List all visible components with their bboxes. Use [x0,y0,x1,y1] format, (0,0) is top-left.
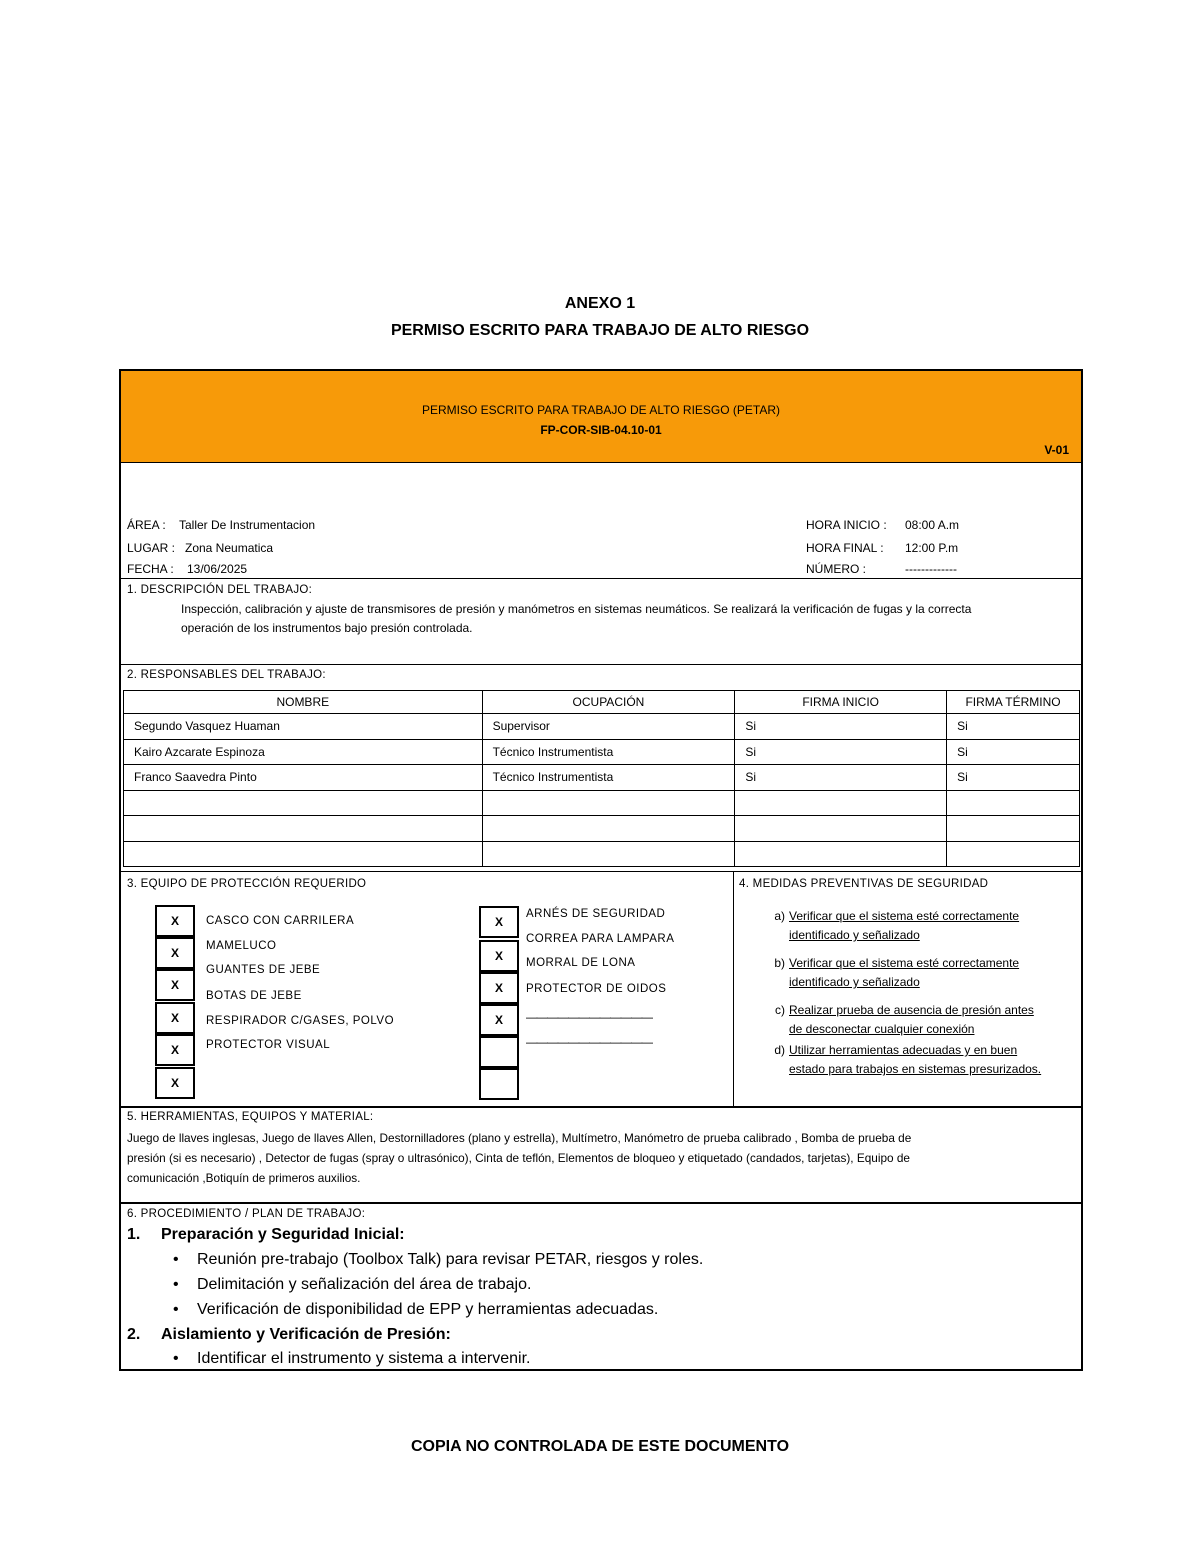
divider [121,1106,1081,1108]
medida-text: estado para trabajos en sistemas presurizados. [789,1062,1042,1076]
medida-item [765,1041,1041,1079]
cell-ocupacion: Supervisor [482,714,735,740]
step-number: 2. [127,1326,141,1343]
epp-item: MORRAL DE LONA [526,957,636,969]
table-row [124,841,1080,867]
cell-nombre [124,790,483,816]
epp-correa-checkbox[interactable]: X [479,940,519,972]
epp-item: BOTAS DE JEBE [206,990,302,1002]
epp-casco-checkbox[interactable]: X [155,905,195,937]
cell-nombre: Kairo Azcarate Espinoza [124,739,483,765]
medida-text: Realizar prueba de ausencia de presión antes [789,1003,1034,1017]
epp-extra-checkbox[interactable] [479,1068,519,1100]
medida-text: identificado y señalizado [789,928,920,942]
numero-value: ------------- [905,562,957,576]
herramientas-line3: comunicación ,Botiquín de primeros auxilios. [127,1171,361,1185]
herramientas-line1: Juego de llaves inglesas, Juego de llaves Allen, Destornilladores (plano y estrella), Multímetro, Manómetro de prueba calibrado , Bomba de prueba de [127,1131,912,1145]
divider [121,664,1081,665]
medida-label: a) [774,909,785,923]
epp-item: GUANTES DE JEBE [206,964,321,976]
divider [121,578,1081,579]
form-banner [121,371,1081,463]
col-ocupacion: OCUPACIÓN [482,691,735,714]
col-firma-inicio: FIRMA INICIO [735,691,947,714]
lugar-label: LUGAR : [127,541,176,555]
col-nombre: NOMBRE [124,691,483,714]
fecha-label: FECHA : [127,562,174,576]
medida-text: Utilizar herramientas adecuadas y en buen [789,1043,1018,1057]
cell-firma-termino [947,816,1080,842]
medida-label: c) [775,1003,785,1017]
responsables-table [123,690,1080,867]
numero-label: NÚMERO : [806,562,866,576]
epp-mameluco-checkbox[interactable]: X [155,937,195,969]
table-row [124,816,1080,842]
cell-ocupacion [482,790,735,816]
epp-item: PROTECTOR DE OIDOS [526,983,667,995]
cell-ocupacion: Técnico Instrumentista [482,765,735,791]
medida-text: Verificar que el sistema esté correctamente [789,909,1020,923]
cell-firma-termino: Si [947,765,1080,791]
hora-final-value: 12:00 P.m [905,541,959,555]
cell-firma-termino: Si [947,739,1080,765]
cell-nombre [124,841,483,867]
epp-extra-checkbox[interactable] [479,1036,519,1068]
epp-item: PROTECTOR VISUAL [206,1039,331,1051]
epp-respirador-checkbox[interactable]: X [155,1034,195,1066]
medida-text: Verificar que el sistema esté correctamente [789,956,1020,970]
divider [121,871,1081,872]
hora-inicio-value: 08:00 A.m [905,518,960,532]
petar-form [119,369,1083,1371]
cell-ocupacion [482,841,735,867]
area-label: ÁREA : [127,518,166,532]
epp-botas-checkbox[interactable]: X [155,1002,195,1034]
epp-blank-line: ———————————— [526,1037,652,1049]
epp-item: CORREA PARA LAMPARA [526,933,675,945]
descripcion-line1: Inspección, calibración y ajuste de transmisores de presión y manómetros en sistemas neumáticos. Se realizará la verificación de fugas y la correcta [181,602,972,616]
cell-nombre [124,816,483,842]
cell-firma-termino: Si [947,714,1080,740]
cell-ocupacion [482,816,735,842]
step-number: 1. [127,1226,141,1243]
epp-item: MAMELUCO [206,940,277,952]
procedimiento-title: 6. PROCEDIMIENTO / PLAN DE TRABAJO: [127,1208,366,1220]
cell-nombre: Segundo Vasquez Huaman [124,714,483,740]
hora-final-label: HORA FINAL : [806,541,884,555]
fecha-value: 13/06/2025 [187,562,248,576]
epp-guantes-checkbox[interactable]: X [155,969,195,1001]
step-item: Delimitación y señalización del área de trabajo. [197,1276,532,1293]
medida-text: de desconectar cualquier conexión [789,1022,975,1036]
cell-firma-inicio: Si [735,739,947,765]
medida-item [765,954,1019,992]
table-row [124,790,1080,816]
footer-note: COPIA NO CONTROLADA DE ESTE DOCUMENTO [410,1438,790,1455]
cell-ocupacion: Técnico Instrumentista [482,739,735,765]
step-item: Reunión pre-trabajo (Toolbox Talk) para revisar PETAR, riesgos y roles. [197,1251,704,1268]
step-title: Preparación y Seguridad Inicial: [161,1226,405,1243]
cell-firma-inicio: Si [735,765,947,791]
form-code: FP-COR-SIB-04.10-01 [540,423,662,437]
annex-title: ANEXO 1 [564,295,636,312]
epp-protector-visual-checkbox[interactable]: X [155,1067,195,1099]
responsables-title: 2. RESPONSABLES DEL TRABAJO: [127,669,326,681]
medida-item [765,1001,1034,1039]
cell-nombre: Franco Saavedra Pinto [124,765,483,791]
cell-firma-inicio [735,841,947,867]
table-row [124,739,1080,765]
table-row [124,765,1080,791]
herramientas-title: 5. HERRAMIENTAS, EQUIPOS Y MATERIAL: [127,1111,374,1123]
epp-item: CASCO CON CARRILERA [206,915,355,927]
descripcion-title: 1. DESCRIPCIÓN DEL TRABAJO: [127,584,313,596]
bullet-icon: • [173,1350,179,1367]
cell-firma-inicio [735,790,947,816]
medida-item [765,907,1019,945]
herramientas-line2: presión (si es necesario) , Detector de fugas (spray o ultrasónico), Cinta de teflón, Elementos de bloqueo y etiquetado (candados, tarjetas), Equipo de [127,1151,910,1165]
epp-morral-checkbox[interactable]: X [479,972,519,1004]
divider [121,1202,1081,1204]
cell-firma-inicio: Si [735,714,947,740]
hora-inicio-label: HORA INICIO : [806,518,887,532]
epp-protector-oidos-checkbox[interactable]: X [479,1004,519,1036]
bullet-icon: • [173,1301,179,1318]
area-value: Taller De Instrumentacion [179,518,316,532]
cell-firma-termino [947,790,1080,816]
step-item: Identificar el instrumento y sistema a intervenir. [197,1350,531,1367]
medida-text: identificado y señalizado [789,975,920,989]
epp-title: 3. EQUIPO DE PROTECCIÓN REQUERIDO [127,878,367,890]
epp-arnes-checkbox[interactable]: X [479,906,519,938]
bullet-icon: • [173,1251,179,1268]
bullet-icon: • [173,1276,179,1293]
cell-firma-inicio [735,816,947,842]
medidas-title: 4. MEDIDAS PREVENTIVAS DE SEGURIDAD [739,878,989,890]
medida-label: d) [774,1043,785,1057]
descripcion-line2: operación de los instrumentos bajo presión controlada. [181,621,473,635]
epp-item: ARNÉS DE SEGURIDAD [526,908,666,920]
col-firma-termino: FIRMA TÉRMINO [947,691,1080,714]
step-item: Verificación de disponibilidad de EPP y herramientas adecuadas. [197,1301,659,1318]
epp-blank-line: ———————————— [526,1012,652,1024]
document-title: PERMISO ESCRITO PARA TRABAJO DE ALTO RIESGO [390,322,810,339]
step-title: Aislamiento y Verificación de Presión: [161,1326,451,1343]
lugar-value: Zona Neumatica [185,541,274,555]
medida-label: b) [774,956,785,970]
table-row [124,714,1080,740]
epp-item: RESPIRADOR C/GASES, POLVO [206,1015,395,1027]
cell-firma-termino [947,841,1080,867]
column-divider [733,871,734,1106]
form-version: V-01 [1044,443,1069,457]
banner-title: PERMISO ESCRITO PARA TRABAJO DE ALTO RIESGO (PETAR) [421,403,781,417]
